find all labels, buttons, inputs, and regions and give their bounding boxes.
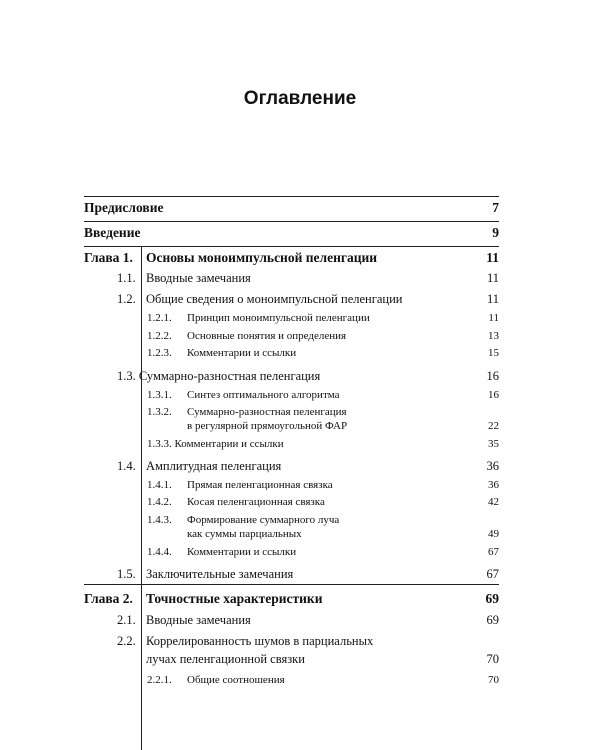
toc-page: 67 xyxy=(488,546,499,558)
toc-label: Основные понятия и определения xyxy=(187,330,347,342)
toc-label-continued: в регулярной прямоугольной ФАР xyxy=(187,420,348,432)
rule-after-preface xyxy=(84,221,499,222)
toc-number: Глава 2. xyxy=(84,591,133,606)
toc-label: Точностные характеристики xyxy=(146,591,323,606)
toc-entry-1-4[interactable] xyxy=(84,459,499,474)
toc-label: Основы моноимпульсной пеленгации xyxy=(146,250,378,265)
toc-entry-intro[interactable] xyxy=(84,225,499,241)
toc-label: Предисловие xyxy=(84,200,164,215)
toc-entry-1-2-1[interactable] xyxy=(84,312,499,324)
toc-page: 70 xyxy=(488,674,499,686)
toc-entry-preface[interactable] xyxy=(84,200,499,216)
toc-number: 1.1. xyxy=(117,271,136,285)
toc-page: 69 xyxy=(486,613,499,627)
toc-label-continued: лучах пеленгационной связки xyxy=(146,652,305,666)
toc-page: 70 xyxy=(486,652,499,666)
toc-page: 69 xyxy=(485,591,499,606)
toc-page: 11 xyxy=(486,271,499,285)
toc-number: 1.3.1. xyxy=(147,389,172,401)
toc-entry-1-4-4[interactable] xyxy=(84,546,499,558)
toc-number: 1.4.2. xyxy=(147,496,172,508)
toc-entry-1-3-1[interactable] xyxy=(84,389,499,401)
toc-label: Суммарно-разностная пеленгация xyxy=(187,406,347,418)
toc-page: 42 xyxy=(488,496,499,508)
toc-label: Коррелированность шумов в парциальных xyxy=(146,634,374,648)
toc-label: Общие соотношения xyxy=(187,674,285,686)
toc-entry-1-4-2[interactable] xyxy=(84,496,499,508)
toc-entry-1-4-1[interactable] xyxy=(84,479,499,491)
toc-number: 1.2.1. xyxy=(147,312,172,324)
toc-number: 2.2. xyxy=(117,634,136,648)
toc-label: Введение xyxy=(84,225,141,240)
toc-entry-2-1[interactable] xyxy=(84,613,499,628)
toc-number: 1.5. xyxy=(117,567,136,581)
toc-number: Глава 1. xyxy=(84,250,133,265)
toc-number: 1.4.4. xyxy=(147,546,172,558)
toc-page: 9 xyxy=(492,225,499,240)
toc-page: 16 xyxy=(486,369,499,383)
toc-entry-1-1[interactable] xyxy=(84,271,499,286)
toc-entry-chapter-2[interactable] xyxy=(84,591,499,607)
table-top-rule xyxy=(84,196,499,197)
toc-entry-chapter-1[interactable] xyxy=(84,250,499,266)
toc-entry-1-3-3[interactable] xyxy=(84,438,499,450)
toc-number: 2.2.1. xyxy=(147,674,172,686)
toc-entry-1-2-2[interactable] xyxy=(84,330,499,342)
toc-page: 7 xyxy=(492,200,499,215)
rule-after-intro xyxy=(84,246,499,247)
toc-page: 16 xyxy=(488,389,499,401)
toc-label: Принцип моноимпульсной пеленгации xyxy=(187,312,370,324)
toc-number: 1.3.2. xyxy=(147,406,172,418)
rule-after-chapter-1 xyxy=(84,584,499,585)
toc-page: 49 xyxy=(488,528,499,540)
toc-page: 11 xyxy=(486,292,499,306)
toc-number: 1.4. xyxy=(117,459,136,473)
toc-page: 13 xyxy=(488,330,499,342)
toc-entry-2-2[interactable] xyxy=(84,634,499,667)
toc-label: Заключительные замечания xyxy=(146,567,294,581)
toc-label-continued: как суммы парциальных xyxy=(187,528,302,540)
toc-entry-1-5[interactable] xyxy=(84,567,499,582)
toc-label: Прямая пеленгационная связка xyxy=(187,479,333,491)
toc-page: 11 xyxy=(488,312,499,324)
toc-entry-1-4-3[interactable] xyxy=(84,514,499,540)
toc-entry-2-2-1[interactable] xyxy=(84,674,499,686)
toc-number: 1.2. xyxy=(117,292,136,306)
toc-label: Формирование суммарного луча xyxy=(187,514,340,526)
toc-number: 1.4.3. xyxy=(147,514,172,526)
toc-label: Синтез оптимального алгоритма xyxy=(187,389,340,401)
toc-number: 1.2.2. xyxy=(147,330,172,342)
toc-page: 36 xyxy=(486,459,499,473)
page-title: Оглавление xyxy=(243,88,357,109)
toc-page: 11 xyxy=(486,250,499,265)
toc-label: Общие сведения о моноимпульсной пеленгации xyxy=(146,292,403,306)
toc-page: 67 xyxy=(486,567,499,581)
toc-number: 2.1. xyxy=(117,613,136,627)
chapter-2-indent-rule xyxy=(141,586,142,750)
toc-number: 1.4.1. xyxy=(147,479,172,491)
toc-entry-1-3[interactable] xyxy=(84,369,499,384)
toc-number: 1.2.3. xyxy=(147,347,172,359)
toc-label: Вводные замечания xyxy=(146,613,251,627)
toc-page: 22 xyxy=(488,420,499,432)
toc-entry-1-2-3[interactable] xyxy=(84,347,499,359)
toc-page: 15 xyxy=(488,347,499,359)
toc-page: 36 xyxy=(488,479,499,491)
toc-label: 1.3. Суммарно-разностная пеленгация xyxy=(117,369,321,383)
toc-label: 1.3.3. Комментарии и ссылки xyxy=(147,438,284,450)
toc-label: Амплитудная пеленгация xyxy=(146,459,282,473)
toc-label: Косая пеленгационная связка xyxy=(187,496,325,508)
toc-page: 35 xyxy=(488,438,499,450)
toc-label: Комментарии и ссылки xyxy=(187,546,297,558)
toc-entry-1-3-2[interactable] xyxy=(84,406,499,432)
toc-label: Вводные замечания xyxy=(146,271,251,285)
toc-entry-1-2[interactable] xyxy=(84,292,499,307)
toc-label: Комментарии и ссылки xyxy=(187,347,297,359)
